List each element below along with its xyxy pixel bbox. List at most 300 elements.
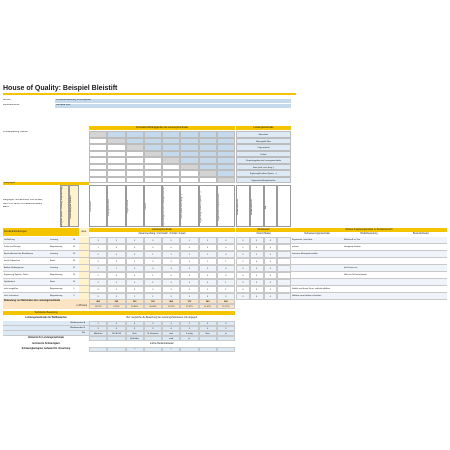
- title-underline: [3, 93, 296, 95]
- analyse-verbesserung: Haftfest umschreiben schreiben: [291, 293, 343, 300]
- korrelation-header: Korrelation/Abhängigkeiten der Leistungsmerkmale: [89, 126, 235, 130]
- technik-value[interactable]: oval: [162, 331, 180, 336]
- column-header-cell: [217, 185, 235, 227]
- relation-value[interactable]: 1: [107, 286, 125, 293]
- kategorie-header: Kategorie (Basis, Leistung, Begeisterung): [61, 186, 63, 228]
- competitor-value-empty: [277, 293, 291, 300]
- prozent-value: 11,79%: [162, 304, 180, 309]
- analyse-col-2: Risikobewertung: [360, 233, 378, 235]
- analyse-besonderheit: [395, 286, 447, 293]
- competitor-headers: [236, 185, 291, 227]
- competitor-header-empty: [277, 185, 291, 227]
- competitor-header-cell: [250, 185, 264, 227]
- requirement-gewicht: 5: [69, 293, 79, 300]
- technik-value[interactable]: 2: [180, 321, 198, 326]
- technik-sub-note: Ziel: vergleiche die Bewertung des Leistung-Parameters mit eingegeb.: [126, 317, 198, 319]
- schwierigkeit-value[interactable]: **: [162, 347, 180, 352]
- requirement-name: Beschaffenheit der Bleistiftmine: [3, 251, 50, 258]
- analyse-besonderheit: [395, 265, 447, 272]
- zielgruppe-text-2: Alter 6-12 Jahre, mit Kaufentscheidern: [3, 202, 43, 205]
- prozent-value: 17,87%: [180, 304, 198, 309]
- relation-value[interactable]: 9: [199, 265, 217, 272]
- relation-value[interactable]: 1: [217, 258, 235, 265]
- relation-value[interactable]: 3: [107, 272, 125, 279]
- legend-item: Minenhärte: [236, 131, 291, 138]
- bedeutung-value: 290: [107, 299, 125, 304]
- competitor-value[interactable]: 3: [264, 244, 278, 251]
- requirement-kategorie: Basis: [50, 279, 69, 286]
- roof-cell[interactable]: [144, 177, 162, 184]
- requirement-gewicht: 10: [69, 258, 79, 265]
- relation-value[interactable]: 1: [126, 293, 144, 300]
- relation-value[interactable]: 1: [180, 251, 198, 258]
- technik-value[interactable]: 3: [217, 321, 235, 326]
- relation-value[interactable]: 3: [144, 265, 162, 272]
- column-header-cell: [89, 185, 107, 227]
- competitor-value[interactable]: 3: [250, 279, 264, 286]
- relation-value[interactable]: 9: [107, 251, 125, 258]
- competitor-header-cell: [264, 185, 278, 227]
- analyse-verbesserung: Stabile and fester Form, seitlicher Aufbau: [291, 286, 343, 293]
- relation-value[interactable]: 3: [199, 244, 217, 251]
- relation-value[interactable]: 3: [107, 293, 125, 300]
- relation-value[interactable]: 1: [217, 286, 235, 293]
- requirement-name: Ergänzung Spitzen, Zirkel...: [3, 272, 50, 279]
- competitor-value[interactable]: 2: [264, 251, 278, 258]
- relation-value[interactable]: 3: [162, 265, 180, 272]
- relation-value[interactable]: 3: [107, 237, 125, 244]
- relation-value[interactable]: 3: [199, 293, 217, 300]
- bedeutung-value: 340: [199, 299, 217, 304]
- analyse-col-3: Besonderheiten: [412, 233, 430, 235]
- zielgruppe-label: Zielgruppe: [3, 182, 89, 185]
- zielwert-value[interactable]: [107, 336, 125, 341]
- relation-value[interactable]: 3: [126, 265, 144, 272]
- relation-value[interactable]: 3: [162, 258, 180, 265]
- requirement-kategorie: Leistung: [50, 265, 69, 272]
- relation-value[interactable]: 9: [89, 293, 107, 300]
- zielwert-value[interactable]: [144, 336, 162, 341]
- analyse-col-1: Verbesserungspotenziale: [304, 233, 330, 235]
- relation-value[interactable]: 1: [89, 272, 107, 279]
- bedeutung-value: 406: [89, 299, 107, 304]
- technik-value[interactable]: klein: [199, 331, 217, 336]
- relation-value[interactable]: 3: [217, 272, 235, 279]
- zielwerte-values: [89, 336, 235, 341]
- legend-item: Trägermaterial: [236, 144, 291, 151]
- requirement-name: leicht Zerbrechen: [3, 258, 50, 265]
- wettbewerb-subheader: Vorteil (Skala): [256, 233, 271, 235]
- requirement-gew-cell: [79, 237, 89, 244]
- zielwert-value[interactable]: [89, 336, 107, 341]
- analyse-verbesserung: [291, 279, 343, 286]
- roof-cell[interactable]: [126, 177, 144, 184]
- analyse-risiko: [343, 258, 395, 265]
- relation-value[interactable]: 3: [144, 237, 162, 244]
- analyse-besonderheit: [395, 293, 447, 300]
- relation-value[interactable]: 3: [126, 251, 144, 258]
- requirement-kategorie: Basis: [50, 258, 69, 265]
- kategorie-header-cell: [60, 185, 69, 227]
- requirement-gew-cell: [79, 279, 89, 286]
- column-header: Minenhärte: [90, 201, 92, 213]
- relation-value[interactable]: 3: [89, 279, 107, 286]
- technik-value[interactable]: 3: [126, 326, 144, 331]
- requirement-name: nicht umgießen: [3, 286, 50, 293]
- relation-value[interactable]: 3: [180, 293, 198, 300]
- column-header-cell: [126, 185, 144, 227]
- competitor-value[interactable]: 3: [236, 251, 250, 258]
- leistungsmerkmale-subheader: Zusammenhang: 1=schwach, 3=mittel, 9 stark: [138, 233, 186, 235]
- requirement-kategorie: Leistung: [50, 251, 69, 258]
- schwierig-note: leichte Bedienbarkeiten: [150, 343, 174, 345]
- produkt-label: Produktplanung: Bleistift: [3, 131, 28, 133]
- analyse-besonderheit: [395, 272, 447, 279]
- analyse-risiko: [343, 286, 395, 293]
- competitor-value[interactable]: 3: [250, 286, 264, 293]
- relation-value[interactable]: 3: [89, 258, 107, 265]
- competitor-value-empty: [277, 237, 291, 244]
- technik-value[interactable]: 3: [180, 326, 198, 331]
- analyse-besonderheit: [395, 251, 447, 258]
- roof-cell[interactable]: [162, 177, 180, 184]
- analyse-risiko: [343, 251, 395, 258]
- competitor-value[interactable]: 2: [236, 244, 250, 251]
- relation-value[interactable]: 3: [144, 258, 162, 265]
- relation-value[interactable]: 3: [180, 279, 198, 286]
- relation-value[interactable]: 9: [126, 258, 144, 265]
- requirement-name: Spitzbarkeit: [3, 279, 50, 286]
- roof-cell[interactable]: [199, 177, 217, 184]
- requirement-gew-cell: [79, 265, 89, 272]
- relation-value[interactable]: 3: [144, 286, 162, 293]
- technik-value[interactable]: Mittelhart: [89, 331, 107, 336]
- gew-header: Gew.: [79, 228, 89, 236]
- bedeutung-value: 336: [126, 299, 144, 304]
- technik-value[interactable]: 3: [199, 321, 217, 326]
- verantwortlich-label: Verantwortlicher:: [3, 104, 21, 106]
- zielgruppe-text-1: Zielgruppe: Schreibnutzer und Schüler,: [3, 199, 43, 201]
- relation-value[interactable]: 3: [89, 237, 107, 244]
- kundenanf-header: Kundenanforderungen: [3, 228, 79, 236]
- relation-value[interactable]: 9: [107, 279, 125, 286]
- technik-sub-label: Leistungsmerkmale der Wettbewerber: [25, 317, 67, 319]
- technik-value[interactable]: Holz: [126, 331, 144, 336]
- requirement-gew-cell: [79, 244, 89, 251]
- legend-item: Minengröße Mine: [236, 138, 291, 145]
- competitor-value[interactable]: 4: [250, 293, 264, 300]
- correlation-roof: [89, 131, 235, 183]
- requirement-gewicht: 10: [69, 237, 79, 244]
- requirement-kategorie: Begeisterung: [50, 293, 69, 300]
- relation-value[interactable]: 9: [144, 244, 162, 251]
- relation-value[interactable]: 9: [126, 237, 144, 244]
- schwierig-label: technische Schwierigkeit: [32, 343, 60, 345]
- technik-value[interactable]: 5k Varianten: [144, 331, 162, 336]
- relation-value[interactable]: 9: [217, 244, 235, 251]
- relation-value[interactable]: 9: [162, 272, 180, 279]
- relation-value[interactable]: 9: [199, 272, 217, 279]
- schwierigkeit-value[interactable]: [144, 347, 162, 352]
- technik-value[interactable]: 3: [89, 326, 107, 331]
- competitor-value-empty: [277, 279, 291, 286]
- analyse-risiko: Halt aus Sicherheitsseite: [343, 272, 395, 279]
- technik-value[interactable]: 3: [217, 326, 235, 331]
- gewicht-header-cell: [69, 185, 79, 227]
- requirement-kategorie: Leistung: [50, 237, 69, 244]
- requirement-gew-cell: [79, 251, 89, 258]
- competitor-value[interactable]: 3: [236, 265, 250, 272]
- requirement-name: Aufbau Radiergummi: [3, 265, 50, 272]
- legend-item: Ergänzende Beispielzeichen: [236, 177, 291, 184]
- competitor-value[interactable]: 4: [264, 237, 278, 244]
- relation-value[interactable]: 3: [180, 272, 198, 279]
- schwierigkeit-value[interactable]: [199, 347, 217, 352]
- zielwert-value[interactable]: Holz/oder: [126, 336, 144, 341]
- bereich-value[interactable]: Produktentwicklung Schreibgeräte: [55, 99, 291, 103]
- competitor-value[interactable]: 3: [250, 272, 264, 279]
- relation-value[interactable]: 9: [89, 251, 107, 258]
- prozent-label: in Prozent: [3, 304, 89, 309]
- technik-value[interactable]: 3: [144, 326, 162, 331]
- legend-item: Farben: [236, 151, 291, 158]
- requirement-gew-cell: [79, 272, 89, 279]
- analyse-risiko: [343, 279, 395, 286]
- competitor-value[interactable]: 4: [250, 258, 264, 265]
- competitor-value[interactable]: 3: [264, 272, 278, 279]
- relation-value[interactable]: 9: [180, 258, 198, 265]
- legend-item: Verpackungsform der Leistungsmerkmale: [236, 157, 291, 164]
- requirement-kategorie: Begeisterung: [50, 272, 69, 279]
- requirement-gewicht: 20: [69, 251, 79, 258]
- relation-value[interactable]: 3: [107, 258, 125, 265]
- competitor-value[interactable]: 4: [264, 293, 278, 300]
- column-header: Verpackungsform der Leistungsmerkmale: [163, 186, 165, 228]
- competitor-value[interactable]: 4: [236, 272, 250, 279]
- requirement-gewicht: 15: [69, 244, 79, 251]
- prozent-value: 10,00%: [144, 304, 162, 309]
- relation-value[interactable]: 1: [144, 251, 162, 258]
- technik-value[interactable]: 3: [107, 326, 125, 331]
- roof-cell[interactable]: [217, 177, 235, 184]
- requirement-gewicht: 10: [69, 272, 79, 279]
- competitor-value-empty: [277, 272, 291, 279]
- requirement-gewicht: 5: [69, 286, 79, 293]
- analyse-verbesserung: schöne: [291, 244, 343, 251]
- competitor-value[interactable]: 2: [236, 258, 250, 265]
- zielwert-value[interactable]: ja: [180, 336, 198, 341]
- relation-value[interactable]: 3: [217, 237, 235, 244]
- bedeutung-value: 370: [180, 299, 198, 304]
- competitor-value-empty: [277, 244, 291, 251]
- requirement-kategorie: Begeisterung: [50, 244, 69, 251]
- verantwortlich-value[interactable]: Michaela Muu: [55, 104, 291, 108]
- technik-value[interactable]: 1: [89, 321, 107, 326]
- relation-value[interactable]: 9: [162, 244, 180, 251]
- relation-value[interactable]: 1: [162, 251, 180, 258]
- competitor-value[interactable]: 3: [250, 265, 264, 272]
- analyse-verbesserung: [291, 258, 343, 265]
- relation-value[interactable]: 1: [199, 251, 217, 258]
- column-headers: [89, 185, 235, 227]
- analyse-risiko: Geeignete Farben: [343, 244, 395, 251]
- zielwert-value[interactable]: [217, 336, 235, 341]
- analyse-verbesserung: [291, 272, 343, 279]
- technik-value[interactable]: 140 Br 88: [107, 331, 125, 336]
- roof-cell[interactable]: [180, 177, 198, 184]
- schwierigkeit-value[interactable]: [180, 347, 198, 352]
- analyse-risiko: [343, 293, 395, 300]
- relation-value[interactable]: 1: [180, 237, 198, 244]
- zielwertg-values: [89, 347, 235, 352]
- relation-value[interactable]: 3: [199, 279, 217, 286]
- prozent-value: 11,07%: [199, 304, 217, 309]
- competitor-value-empty: [277, 258, 291, 265]
- requirement-kategorie: Begeisterung: [50, 286, 69, 293]
- schwierigkeit-value[interactable]: [217, 347, 235, 352]
- requirement-gew-cell: [79, 258, 89, 265]
- analyse-verbesserung: [291, 265, 343, 272]
- technik-value[interactable]: ja: [217, 331, 235, 336]
- analyse-risiko: leicht lesen an: [343, 265, 395, 272]
- competitor-header-cell: [236, 185, 250, 227]
- competitor-value[interactable]: 3: [264, 258, 278, 265]
- relation-value[interactable]: 1: [144, 293, 162, 300]
- relation-value[interactable]: 1: [89, 265, 107, 272]
- technik-value[interactable]: 3: [162, 321, 180, 326]
- relation-value[interactable]: 3: [162, 279, 180, 286]
- relation-value[interactable]: 1: [144, 272, 162, 279]
- competitor-value[interactable]: 3: [236, 279, 250, 286]
- relation-value[interactable]: 1: [199, 258, 217, 265]
- prozent-value: 11,75%: [217, 304, 235, 309]
- roof-cell[interactable]: [89, 177, 107, 184]
- analyse-besonderheit: [395, 244, 447, 251]
- analyse-header: Weitere Analyseergebnisse zu Kundenwunsch: [291, 228, 447, 232]
- schwierigkeit-value[interactable]: [89, 347, 107, 352]
- relation-value[interactable]: 3: [180, 244, 198, 251]
- relation-value[interactable]: 3: [126, 244, 144, 251]
- bedeutung-value: 464: [162, 299, 180, 304]
- column-header: Minengröße Mine: [108, 198, 111, 216]
- gewicht-header: Gewichtung der Kunden: [70, 195, 72, 219]
- requirement-gewicht: 15: [69, 265, 79, 272]
- technik-value[interactable]: 4: [162, 326, 180, 331]
- technik-row-name: Wir: [3, 331, 89, 336]
- relation-value[interactable]: 3: [217, 251, 235, 258]
- requirement-name: nicht schmieren: [3, 293, 50, 300]
- relation-value[interactable]: 9: [162, 237, 180, 244]
- legend-header: Leistungsmerkmale: [236, 126, 291, 130]
- zielwert-value[interactable]: [199, 336, 217, 341]
- zielwert-value[interactable]: rund: [162, 336, 180, 341]
- technik-header-bar: [89, 311, 235, 315]
- analyse-besonderheit: [395, 237, 447, 244]
- competitor-value[interactable]: 3: [250, 244, 264, 251]
- technik-value[interactable]: 4: [126, 321, 144, 326]
- schwierigkeit-value[interactable]: [107, 347, 125, 352]
- legend-item: Form (rund, oval, dreig...): [236, 164, 291, 171]
- relation-value[interactable]: 3: [217, 293, 235, 300]
- technik-row-name: Wettbewerber B: [3, 326, 89, 331]
- analyse-risiko: Mittelmaß im Test: [343, 237, 395, 244]
- technik-value[interactable]: 4: [199, 326, 217, 331]
- competitor-header: Wettbewerber B: [250, 199, 253, 215]
- relation-value[interactable]: 1: [199, 286, 217, 293]
- analyse-besonderheit: [395, 258, 447, 265]
- analyse-besonderheit: [395, 279, 447, 286]
- competitor-value-empty: [277, 251, 291, 258]
- column-header: Trägermaterial: [126, 199, 129, 215]
- bedeutung-value: 400: [217, 299, 235, 304]
- prozent-value: 14,97%: [89, 304, 107, 309]
- relation-value[interactable]: 3: [199, 237, 217, 244]
- relation-value[interactable]: 3: [126, 286, 144, 293]
- competitor-value[interactable]: 3: [264, 265, 278, 272]
- column-header-cell: [180, 185, 198, 227]
- relation-value[interactable]: 1: [217, 279, 235, 286]
- competitor-value[interactable]: 3: [250, 237, 264, 244]
- relation-value[interactable]: 3: [162, 286, 180, 293]
- column-header: Ergänzung/Funktion (Spitzer, ...): [199, 191, 202, 223]
- column-header-cell: [144, 185, 162, 227]
- wettbewerb-header: Wettbewerb: [236, 228, 291, 232]
- column-header-cell: [162, 185, 180, 227]
- relation-value[interactable]: 1: [144, 279, 162, 286]
- relation-value[interactable]: 3: [107, 244, 125, 251]
- technik-value[interactable]: 3: [144, 321, 162, 326]
- sheet-title: House of Quality: Beispiel Bleistift: [3, 85, 118, 92]
- technik-value[interactable]: 3: [107, 321, 125, 326]
- competitor-value[interactable]: 2: [250, 251, 264, 258]
- competitor-value[interactable]: 3: [236, 286, 250, 293]
- bereich-label: Bereich:: [3, 99, 12, 101]
- legend-item: Ergänzung/Funktion (Spitzer, ...): [236, 170, 291, 177]
- bedeutung-value: 300: [144, 299, 162, 304]
- prozent-value: 9,23%: [107, 304, 125, 309]
- competitor-value[interactable]: 3: [236, 237, 250, 244]
- technik-table: [3, 321, 235, 336]
- legend-list: [236, 131, 291, 183]
- zielwertg-label: Schwierigkeitsgrad, Aufwand für Umsetzung: [21, 348, 71, 350]
- schwierigkeit-value[interactable]: **: [126, 347, 144, 352]
- technik-value[interactable]: 3-eckig: [180, 331, 198, 336]
- relation-value[interactable]: 3: [126, 272, 144, 279]
- requirement-gewicht: 10: [69, 279, 79, 286]
- relation-value[interactable]: 9: [126, 279, 144, 286]
- requirement-gew-cell: [79, 286, 89, 293]
- relation-value[interactable]: 3: [89, 286, 107, 293]
- competitor-value[interactable]: 3: [264, 286, 278, 293]
- relation-value[interactable]: 3: [162, 293, 180, 300]
- relation-value[interactable]: 1: [89, 244, 107, 251]
- competitor-value[interactable]: 3: [236, 293, 250, 300]
- relation-value[interactable]: 3: [217, 265, 235, 272]
- bedeutung-label: Bedeutung von Merkmalen des Leistungsmerkmals: [3, 299, 89, 304]
- zielgruppe-text-3: Eltern: [3, 206, 10, 208]
- competitor-header: Wir: [264, 205, 267, 209]
- requirements-table: [3, 237, 447, 300]
- roof-cell[interactable]: [107, 177, 125, 184]
- technik-header: Technische Bewertung: [3, 311, 89, 315]
- relation-value[interactable]: 1: [107, 265, 125, 272]
- analyse-verbesserung: Ergonomie, rutschfest: [291, 237, 343, 244]
- relation-value[interactable]: 3: [180, 265, 198, 272]
- requirement-name: Farbe und Design: [3, 244, 50, 251]
- competitor-header: Wettbewerber A: [237, 199, 239, 215]
- relation-value[interactable]: 9: [180, 286, 198, 293]
- competitor-value[interactable]: 4: [264, 279, 278, 286]
